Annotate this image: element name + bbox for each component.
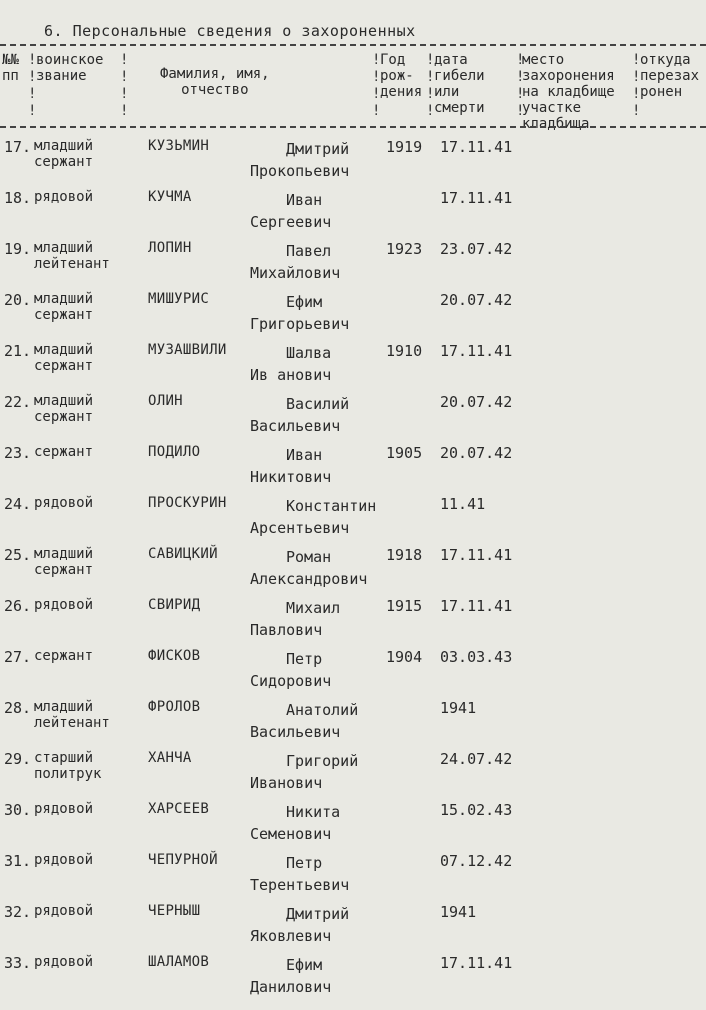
- military-rank: младший сержант: [34, 393, 94, 425]
- header-separator: ! ! ! !: [426, 52, 435, 119]
- row-number: 27.: [4, 648, 32, 666]
- first-name: Дмитрий: [286, 905, 350, 923]
- death-date: 17.11.41: [440, 954, 513, 972]
- patronymic: Данилович: [250, 978, 332, 996]
- table-row: [0, 699, 706, 755]
- death-date: 17.11.41: [440, 189, 513, 207]
- patronymic: Васильевич: [250, 417, 341, 435]
- death-date: 20.07.42: [440, 444, 513, 462]
- first-name: Григорий: [286, 752, 359, 770]
- death-date: 24.07.42: [440, 750, 513, 768]
- patronymic: Александрович: [250, 570, 368, 588]
- top-divider: [0, 44, 706, 46]
- death-date: 1941: [440, 903, 477, 921]
- military-rank: рядовой: [34, 801, 94, 817]
- patronymic: Сергеевич: [250, 213, 332, 231]
- first-name: Шалва: [286, 344, 332, 362]
- patronymic: Яковлевич: [250, 927, 332, 945]
- military-rank: младший лейтенант: [34, 699, 110, 731]
- military-rank: старший политрук: [34, 750, 102, 782]
- table-row: [0, 597, 706, 653]
- row-number: 32.: [4, 903, 32, 921]
- header-date: дата гибели или смерти: [434, 52, 485, 116]
- first-name: Иван: [286, 446, 323, 464]
- table-row: [0, 903, 706, 959]
- death-date: 20.07.42: [440, 291, 513, 309]
- surname: МИШУРИС: [148, 291, 210, 307]
- patronymic: Григорьевич: [250, 315, 350, 333]
- surname: ЧЕРНЫШ: [148, 903, 201, 919]
- table-row: [0, 954, 706, 1010]
- surname: КУЧМА: [148, 189, 192, 205]
- row-number: 22.: [4, 393, 32, 411]
- birth-year: 1923: [386, 240, 423, 258]
- military-rank: сержант: [34, 444, 94, 460]
- military-rank: младший сержант: [34, 291, 94, 323]
- surname: САВИЦКИЙ: [148, 546, 218, 562]
- military-rank: рядовой: [34, 597, 94, 613]
- first-name: Никита: [286, 803, 341, 821]
- surname: ФИСКОВ: [148, 648, 201, 664]
- birth-year: 1919: [386, 138, 423, 156]
- surname: ЛОПИН: [148, 240, 192, 256]
- death-date: 17.11.41: [440, 342, 513, 360]
- first-name: Роман: [286, 548, 332, 566]
- row-number: 20.: [4, 291, 32, 309]
- row-number: 33.: [4, 954, 32, 972]
- patronymic: Ив анович: [250, 366, 332, 384]
- death-date: 03.03.43: [440, 648, 513, 666]
- table-row: [0, 852, 706, 908]
- header-separator: ! ! ! !: [516, 52, 525, 119]
- header-from: откуда перезах ронен: [640, 52, 700, 100]
- header-separator: ! ! ! !: [632, 52, 641, 119]
- patronymic: Прокопьевич: [250, 162, 350, 180]
- row-number: 31.: [4, 852, 32, 870]
- table-row: [0, 444, 706, 500]
- first-name: Петр: [286, 650, 323, 668]
- first-name: Павел: [286, 242, 332, 260]
- military-rank: рядовой: [34, 852, 94, 868]
- death-date: 07.12.42: [440, 852, 513, 870]
- row-number: 19.: [4, 240, 32, 258]
- header-rank: воинское звание: [36, 52, 104, 84]
- table-row: [0, 750, 706, 806]
- military-rank: младший лейтенант: [34, 240, 110, 272]
- first-name: Дмитрий: [286, 140, 350, 158]
- surname: ФРОЛОВ: [148, 699, 201, 715]
- table-row: [0, 495, 706, 551]
- birth-year: 1915: [386, 597, 423, 615]
- row-number: 29.: [4, 750, 32, 768]
- first-name: Константин: [286, 497, 377, 515]
- patronymic: Терентьевич: [250, 876, 350, 894]
- table-row: [0, 801, 706, 857]
- first-name: Василий: [286, 395, 350, 413]
- header-separator: ! ! ! !: [28, 52, 37, 119]
- first-name: Михаил: [286, 599, 341, 617]
- first-name: Анатолий: [286, 701, 359, 719]
- table-row: [0, 291, 706, 347]
- table-row: [0, 393, 706, 449]
- row-number: 24.: [4, 495, 32, 513]
- patronymic: Иванович: [250, 774, 323, 792]
- military-rank: сержант: [34, 648, 94, 664]
- header-place: место захоронения на кладбище участке кладбища: [522, 52, 615, 132]
- first-name: Иван: [286, 191, 323, 209]
- header-year: Год рож- дения: [380, 52, 423, 100]
- death-date: 17.11.41: [440, 597, 513, 615]
- death-date: 17.11.41: [440, 138, 513, 156]
- patronymic: Никитович: [250, 468, 332, 486]
- row-number: 26.: [4, 597, 32, 615]
- row-number: 17.: [4, 138, 32, 156]
- header-separator: ! ! ! !: [120, 52, 129, 119]
- table-row: [0, 648, 706, 704]
- table-row: [0, 240, 706, 296]
- row-number: 30.: [4, 801, 32, 819]
- table-row: [0, 342, 706, 398]
- death-date: 17.11.41: [440, 546, 513, 564]
- birth-year: 1910: [386, 342, 423, 360]
- row-number: 25.: [4, 546, 32, 564]
- surname: КУЗЬМИН: [148, 138, 210, 154]
- death-date: 20.07.42: [440, 393, 513, 411]
- military-rank: младший сержант: [34, 342, 94, 374]
- surname: ХАРСЕЕВ: [148, 801, 210, 817]
- birth-year: 1904: [386, 648, 423, 666]
- row-number: 18.: [4, 189, 32, 207]
- surname: ШАЛАМОВ: [148, 954, 210, 970]
- military-rank: младший сержант: [34, 138, 94, 170]
- patronymic: Павлович: [250, 621, 323, 639]
- section-title: 6. Персональные сведения о захороненных: [44, 22, 416, 40]
- table-row: [0, 546, 706, 602]
- military-rank: рядовой: [34, 954, 94, 970]
- table-row: [0, 189, 706, 245]
- surname: МУЗАШВИЛИ: [148, 342, 227, 358]
- military-rank: рядовой: [34, 903, 94, 919]
- patronymic: Семенович: [250, 825, 332, 843]
- death-date: 1941: [440, 699, 477, 717]
- first-name: Ефим: [286, 956, 323, 974]
- death-date: 23.07.42: [440, 240, 513, 258]
- first-name: Ефим: [286, 293, 323, 311]
- surname: ХАНЧА: [148, 750, 192, 766]
- patronymic: Михайлович: [250, 264, 341, 282]
- birth-year: 1905: [386, 444, 423, 462]
- header-separator: ! ! ! !: [372, 52, 381, 119]
- header-name: Фамилия, имя, отчество: [160, 66, 270, 98]
- header-num: №№ пп: [2, 52, 19, 84]
- header-divider: [0, 126, 706, 128]
- death-date: 11.41: [440, 495, 486, 513]
- military-rank: рядовой: [34, 189, 94, 205]
- military-rank: младший сержант: [34, 546, 94, 578]
- surname: ЧЕПУРНОЙ: [148, 852, 218, 868]
- surname: ОЛИН: [148, 393, 183, 409]
- first-name: Петр: [286, 854, 323, 872]
- row-number: 28.: [4, 699, 32, 717]
- row-number: 21.: [4, 342, 32, 360]
- row-number: 23.: [4, 444, 32, 462]
- patronymic: Васильевич: [250, 723, 341, 741]
- table-row: [0, 138, 706, 194]
- surname: ПРОСКУРИН: [148, 495, 227, 511]
- patronymic: Арсентьевич: [250, 519, 350, 537]
- birth-year: 1918: [386, 546, 423, 564]
- military-rank: рядовой: [34, 495, 94, 511]
- surname: ПОДИЛО: [148, 444, 201, 460]
- surname: СВИРИД: [148, 597, 201, 613]
- death-date: 15.02.43: [440, 801, 513, 819]
- patronymic: Сидорович: [250, 672, 332, 690]
